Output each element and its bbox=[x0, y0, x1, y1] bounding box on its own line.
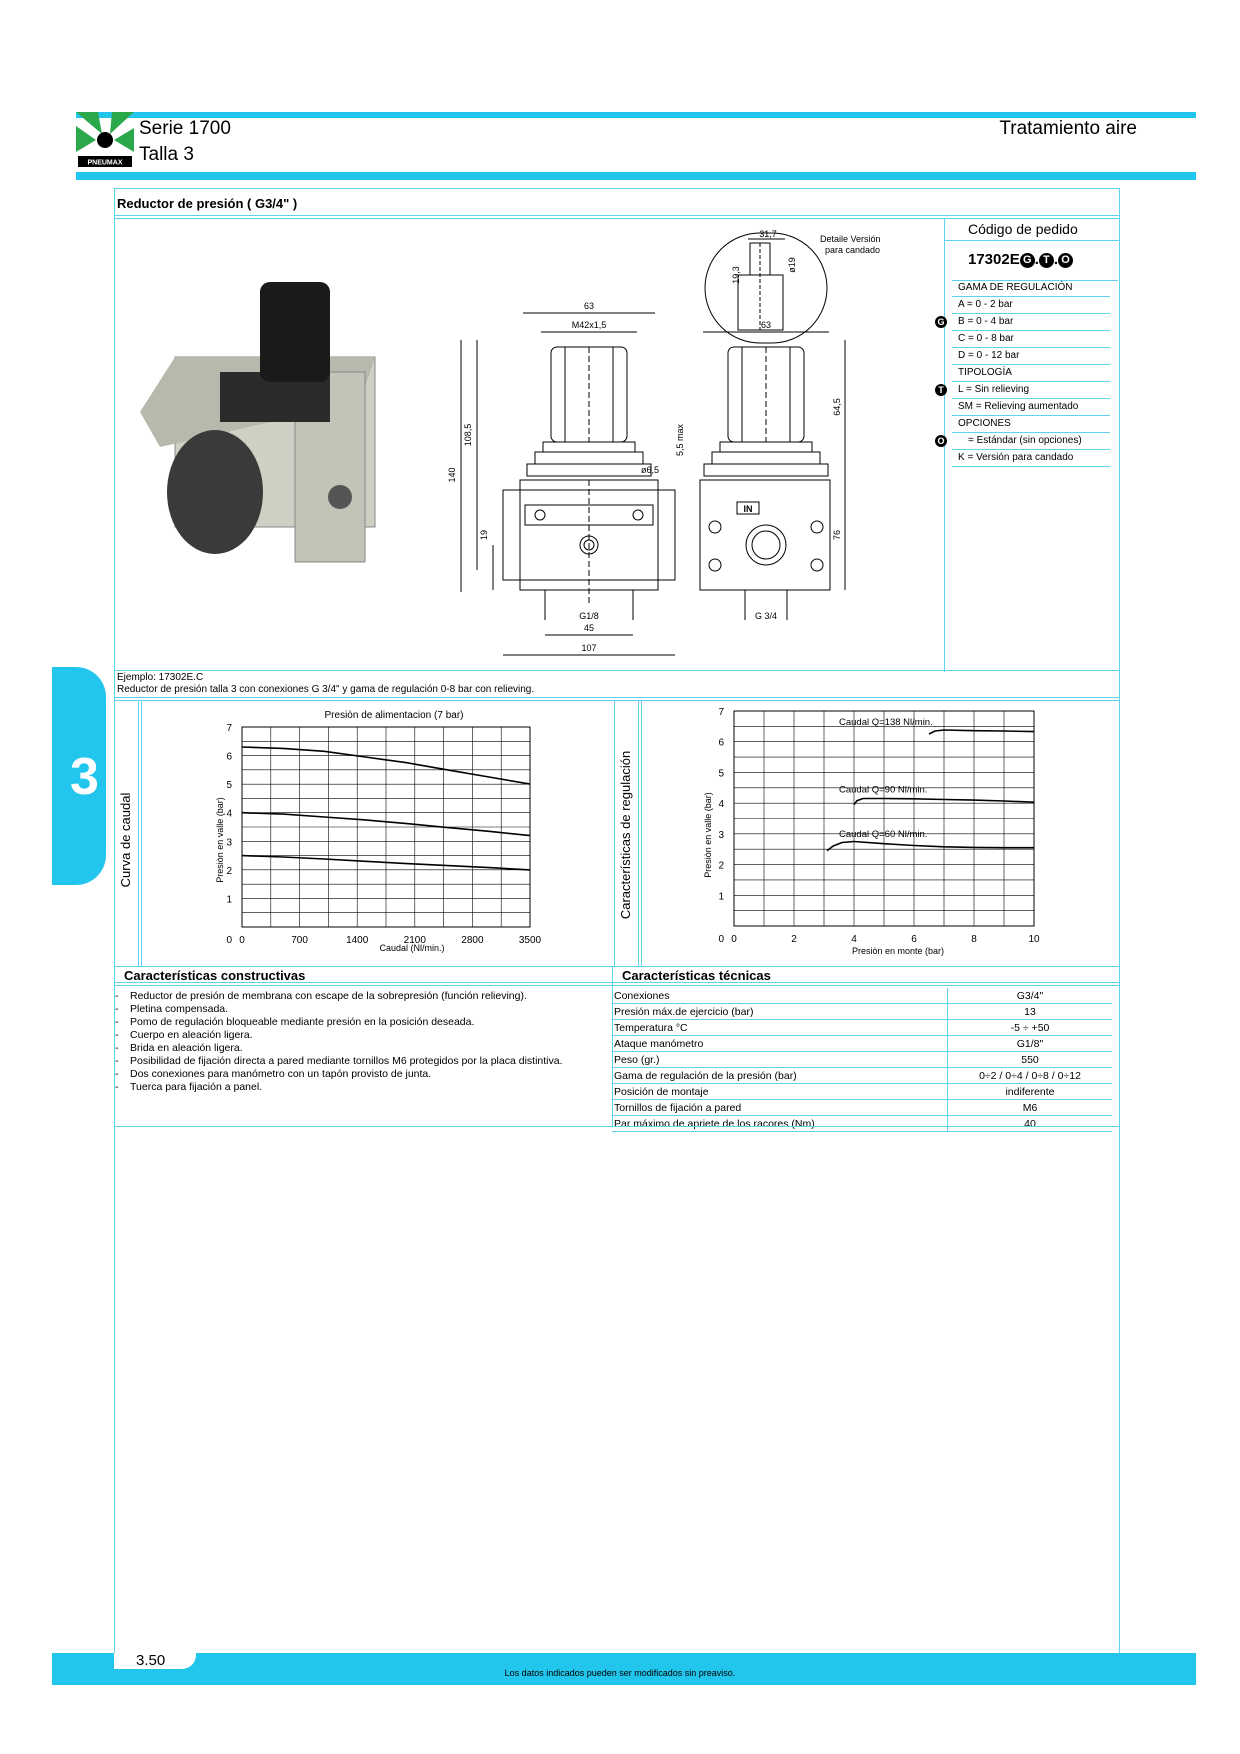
x-tick-label: 3500 bbox=[518, 935, 542, 946]
order-row: TIPOLOGÍA bbox=[952, 365, 1110, 382]
in-port-label: IN bbox=[743, 504, 753, 514]
chapter-tab bbox=[52, 667, 106, 885]
order-code bbox=[968, 251, 1073, 268]
y-tick-label: 5 bbox=[718, 768, 724, 780]
table-row: Conexiones G3/4" bbox=[612, 988, 1112, 1004]
order-code-t: T bbox=[1039, 253, 1054, 268]
x-tick-label: 0 bbox=[731, 934, 737, 945]
badge-t: T bbox=[935, 384, 947, 396]
order-row: C = 0 - 8 bar bbox=[952, 331, 1110, 348]
y-tick-label: 1 bbox=[718, 891, 724, 903]
construction-list bbox=[114, 990, 610, 1094]
technical-drawing bbox=[447, 225, 940, 670]
list-item: - Cuerpo en aleación ligera. bbox=[114, 1029, 610, 1042]
dim-g18: G1/8 bbox=[579, 611, 599, 621]
order-row: G B = 0 - 4 bar bbox=[952, 314, 1110, 331]
order-row: SM = Relieving aumentado bbox=[952, 399, 1110, 416]
footer-note: Los datos indicados pueden ser modificados sin preaviso. bbox=[504, 1668, 736, 1678]
table-row: Gama de regulación de la presión (bar) 0÷2 / 0÷4 / 0÷8 / 0÷12 bbox=[612, 1068, 1112, 1084]
dim-19-3: 19,3 bbox=[731, 266, 741, 284]
list-item: - Dos conexiones para manómetro con un tapón provisto de junta. bbox=[114, 1068, 610, 1081]
list-item: - Pletina compensada. bbox=[114, 1003, 610, 1016]
y-tick-label: 3 bbox=[226, 837, 232, 849]
technical-table bbox=[612, 988, 1112, 1132]
order-code-o: O bbox=[1058, 253, 1073, 268]
product-photo bbox=[130, 262, 400, 592]
regulation-x-label: Presiòn en monte (bar) bbox=[851, 946, 945, 956]
list-item: - Posibilidad de fijación directa a pared mediante tornillos M6 protegidos por la placa distintiva. bbox=[114, 1055, 610, 1068]
detail-label-2: para candado bbox=[825, 245, 881, 255]
dim-108-5: 108,5 bbox=[463, 423, 473, 447]
dim-76: 76 bbox=[832, 529, 842, 541]
dim-g34: G 3/4 bbox=[754, 611, 778, 621]
series-label: Caudal Q=138 Nl/min. bbox=[839, 716, 933, 728]
x-tick-label: 2800 bbox=[461, 935, 484, 946]
order-row: K = Versión para candado bbox=[952, 450, 1110, 467]
table-row: Temperatura °C -5 ÷ +50 bbox=[612, 1020, 1112, 1036]
construction-heading: Características constructivas bbox=[124, 968, 306, 983]
table-row: Peso (gr.) 550 bbox=[612, 1052, 1112, 1068]
y-tick-label: 6 bbox=[718, 737, 724, 749]
dim-140: 140 bbox=[447, 467, 457, 483]
size-title: Talla 3 bbox=[139, 144, 194, 165]
order-row: D = 0 - 12 bar bbox=[952, 348, 1110, 365]
dim-63-side: 63 bbox=[760, 320, 772, 330]
y-tick-label: 3 bbox=[718, 829, 724, 841]
series-line bbox=[929, 730, 1034, 734]
origin-label: 0 bbox=[718, 934, 724, 945]
table-row: Posición de montaje indiferente bbox=[612, 1084, 1112, 1100]
dim-o6-5: ø6,5 bbox=[640, 465, 660, 475]
flow-chart-title: Presiòn de alimentacion (7 bar) bbox=[324, 710, 464, 721]
page-number: 3.50 bbox=[136, 1652, 166, 1669]
order-code-g: G bbox=[1020, 253, 1035, 268]
x-tick-label: 6 bbox=[911, 934, 917, 945]
order-row: O = Estándar (sin opciones) bbox=[952, 433, 1110, 450]
dim-45: 45 bbox=[583, 623, 595, 633]
regulation-y-label: Presiòn en valle (bar) bbox=[703, 792, 713, 878]
regulation-chart bbox=[614, 700, 1118, 966]
y-tick-label: 4 bbox=[226, 808, 232, 820]
brand-logo bbox=[76, 112, 134, 168]
order-row: OPCIONES bbox=[952, 416, 1110, 433]
badge-o: O bbox=[935, 435, 947, 447]
series-label: Caudal Q=90 Nl/min. bbox=[839, 784, 928, 796]
order-code-sep-2: . bbox=[1053, 251, 1059, 268]
x-tick-label: 4 bbox=[851, 934, 857, 945]
x-tick-label: 2 bbox=[791, 934, 797, 945]
product-title: Reductor de presión ( G3/4" ) bbox=[117, 196, 298, 211]
dim-o19: ø19 bbox=[787, 257, 797, 273]
order-code-prefix: 17302E bbox=[968, 251, 1020, 268]
dim-19: 19 bbox=[479, 529, 489, 541]
series-label: Caudal Q=60 Nl/min. bbox=[839, 828, 928, 840]
list-item: - Tuerca para fijación a panel. bbox=[114, 1081, 610, 1094]
table-row: Par máximo de apriete de los racores (Nm) 40 bbox=[612, 1116, 1112, 1132]
x-tick-label: 8 bbox=[971, 934, 977, 945]
origin-label: 0 bbox=[226, 935, 232, 946]
y-tick-label: 2 bbox=[226, 865, 232, 877]
header-bottom-bar bbox=[76, 172, 1196, 180]
y-tick-label: 7 bbox=[718, 707, 724, 718]
y-tick-label: 7 bbox=[226, 723, 232, 734]
y-tick-label: 1 bbox=[226, 894, 232, 906]
list-item: - Pomo de regulación bloqueable mediante presión en la posición deseada. bbox=[114, 1016, 610, 1029]
y-tick-label: 6 bbox=[226, 751, 232, 763]
dim-107: 107 bbox=[581, 643, 597, 653]
order-row: GAMA DE REGULACIÓN bbox=[952, 280, 1110, 297]
order-heading: Código de pedido bbox=[968, 221, 1078, 237]
series-title: Serie 1700 bbox=[139, 118, 231, 139]
detail-label-1: Detaile Versión bbox=[820, 234, 881, 244]
x-tick-label: 1400 bbox=[346, 935, 369, 946]
flow-y-label: Presiòn en valle (bar) bbox=[215, 797, 225, 883]
list-item: - Reductor de presión de membrana con escape de la sobrepresión (función relieving). bbox=[114, 990, 610, 1003]
chapter-number: 3 bbox=[70, 748, 99, 806]
order-code-sep-1: . bbox=[1034, 251, 1039, 268]
y-tick-label: 5 bbox=[226, 780, 232, 792]
order-row: T L = Sin relieving bbox=[952, 382, 1110, 399]
example-code: Ejemplo: 17302E.C bbox=[117, 672, 204, 683]
badge-g: G bbox=[935, 316, 947, 328]
y-tick-label: 2 bbox=[718, 860, 724, 872]
table-row: Tornillos de fijación a pared M6 bbox=[612, 1100, 1112, 1116]
x-tick-label: 700 bbox=[291, 935, 308, 946]
flow-x-label: Caudal (Nl/min.) bbox=[379, 943, 445, 953]
dim-m42: M42x1,5 bbox=[571, 320, 607, 330]
list-item: - Brida en aleación ligera. bbox=[114, 1042, 610, 1055]
dim-63-front: 63 bbox=[583, 301, 595, 311]
dim-64-5: 64,5 bbox=[832, 398, 842, 416]
category-title: Tratamiento aire bbox=[999, 118, 1137, 139]
example-description: Reductor de presión talla 3 con conexiones G 3/4" y gama de regulación 0-8 bar con relieving. bbox=[117, 684, 535, 695]
technical-heading: Características técnicas bbox=[622, 968, 771, 983]
logo-wordmark: PNEUMAX bbox=[87, 159, 123, 167]
flow-curve-chart bbox=[114, 700, 614, 966]
x-tick-label: 2100 bbox=[403, 935, 426, 946]
table-row: Presión máx.de ejercicio (bar) 13 bbox=[612, 1004, 1112, 1020]
y-tick-label: 4 bbox=[718, 799, 724, 811]
order-row: A = 0 - 2 bar bbox=[952, 297, 1110, 314]
regulation-side-label: Características de regulación bbox=[618, 750, 633, 920]
flow-side-label: Curva de caudal bbox=[118, 792, 133, 888]
x-tick-label: 10 bbox=[1028, 934, 1040, 945]
table-row: Ataque manómetro G1/8" bbox=[612, 1036, 1112, 1052]
x-tick-label: 0 bbox=[239, 935, 245, 946]
dim-31-7: 31,7 bbox=[759, 229, 777, 239]
order-options-table bbox=[937, 280, 1110, 467]
dim-5-5-max: 5,5 max bbox=[675, 423, 685, 457]
